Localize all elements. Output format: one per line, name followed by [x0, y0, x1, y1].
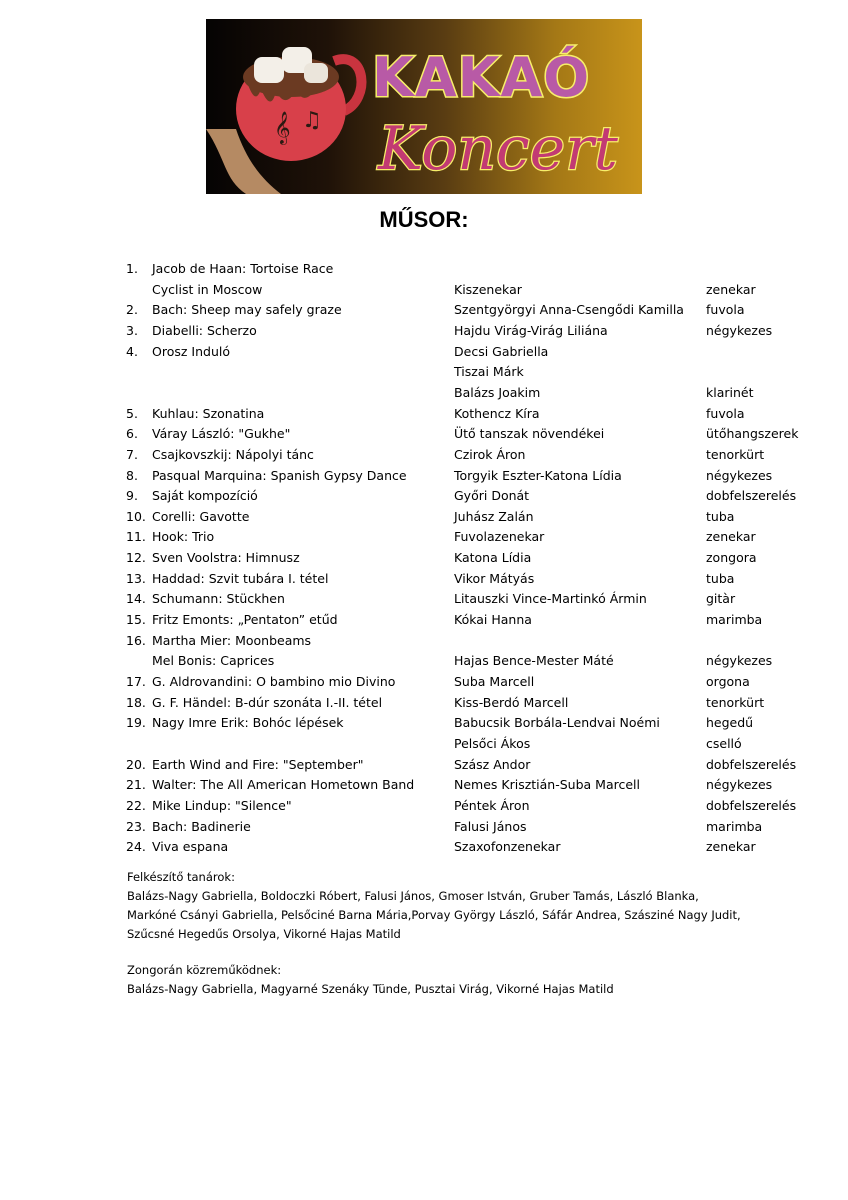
program-piece: Nagy Imre Erik: Bohóc lépések	[152, 715, 344, 731]
program-performer: Decsi Gabriella	[454, 343, 549, 359]
teachers-section	[127, 868, 741, 944]
program-number: 23.	[126, 818, 146, 834]
program-piece: Jacob de Haan: Tortoise Race	[152, 261, 334, 276]
program-piece: Váray László: "Gukhe"	[152, 426, 291, 442]
program-row	[0, 423, 848, 444]
program-number: 20.	[126, 756, 146, 772]
program-piece: Hook: Trio	[152, 529, 215, 545]
program-piece: Sven Voolstra: Himnusz	[152, 550, 300, 566]
program-piece: Martha Mier: Moonbeams	[152, 632, 312, 648]
program-row	[0, 320, 848, 341]
program-number: 19.	[126, 715, 146, 731]
program-instrument: négykezes	[706, 653, 773, 669]
program-piece: Viva espana	[152, 839, 229, 855]
program-performer: Babucsik Borbála-Lendvai Noémi	[454, 715, 660, 731]
program-instrument: fuvola	[706, 302, 745, 318]
program-instrument: zenekar	[706, 281, 756, 297]
program-piece: Mike Lindup: "Silence"	[152, 797, 292, 813]
program-row	[0, 671, 848, 692]
program-performer: Falusi János	[454, 818, 527, 834]
program-row	[0, 547, 848, 568]
program-instrument: tuba	[706, 570, 735, 586]
accompanists-label: Zongorán közreműködnek:	[127, 963, 282, 977]
program-piece: Csajkovszkij: Nápolyi tánc	[152, 446, 314, 462]
program-instrument: cselló	[706, 735, 742, 751]
program-row	[0, 485, 848, 506]
program-performer: Kiszenekar	[454, 281, 522, 297]
program-piece: Saját kompozíció	[152, 488, 258, 504]
program-piece: Bach: Badinerie	[152, 818, 251, 834]
program-number: 24.	[126, 839, 146, 855]
teachers-line: Markóné Csányi Gabriella, Pelsőciné Barna Mária,Porvay György László, Sáfár Andrea, Szásziné Nagy Judit,	[127, 908, 741, 922]
program-row	[0, 568, 848, 589]
program-piece: Cyclist in Moscow	[152, 281, 263, 297]
program-performer: Szász Andor	[454, 756, 531, 772]
program-performer: Litauszki Vince-Martinkó Ármin	[454, 591, 647, 607]
program-instrument: marimba	[706, 612, 763, 628]
teachers-line: Szűcsné Hegedűs Orsolya, Vikorné Hajas Matild	[127, 927, 401, 941]
program-instrument: négykezes	[706, 322, 773, 338]
program-row	[0, 444, 848, 465]
program-row	[0, 299, 848, 320]
program-number: 21.	[126, 777, 146, 793]
program-piece: Fritz Emonts: „Pentaton” etűd	[152, 612, 338, 628]
program-row	[0, 754, 848, 775]
program-performer: Czirok Áron	[454, 446, 526, 462]
program-instrument: orgona	[706, 674, 750, 689]
program-row	[0, 258, 848, 279]
program-piece: Walter: The All American Hometown Band	[152, 777, 415, 793]
program-number: 4.	[126, 343, 138, 359]
concert-banner	[206, 19, 642, 194]
program-number: 9.	[126, 488, 138, 504]
program-instrument: dobfelszerelés	[706, 797, 797, 813]
teachers-label: Felkészítő tanárok:	[127, 870, 235, 884]
program-number: 2.	[126, 302, 138, 318]
program-piece: Orosz Induló	[152, 343, 230, 359]
program-performer: Vikor Mátyás	[454, 570, 535, 586]
program-row	[0, 609, 848, 630]
program-heading: MŰSOR:	[379, 207, 469, 232]
program-performer: Katona Lídia	[454, 550, 532, 566]
program-performer: Szaxofonzenekar	[454, 839, 561, 855]
program-instrument: ütőhangszerek	[706, 426, 799, 442]
program-row	[0, 403, 848, 424]
program-performer: Pelsőci Ákos	[454, 735, 531, 751]
accompanists-line: Balázs-Nagy Gabriella, Magyarné Szenáky Tünde, Pusztai Virág, Vikorné Hajas Matild	[127, 982, 614, 996]
program-performer: Győri Donát	[454, 488, 530, 504]
program-number: 18.	[126, 694, 146, 710]
program-number: 10.	[126, 508, 146, 524]
program-row	[0, 506, 848, 527]
program-number: 1.	[126, 261, 138, 276]
program-instrument: dobfelszerelés	[706, 756, 797, 772]
svg-text:♫: ♫	[302, 108, 322, 133]
program-performer: Fuvolazenekar	[454, 529, 545, 545]
program-instrument: négykezes	[706, 467, 773, 483]
program-row	[0, 279, 848, 300]
program-instrument: zenekar	[706, 529, 756, 545]
banner-title: KAKAÓ	[372, 46, 591, 109]
program-performer: Torgyik Eszter-Katona Lídia	[454, 467, 622, 483]
program-performer: Kókai Hanna	[454, 612, 532, 628]
program-row	[0, 774, 848, 795]
teachers-line: Balázs-Nagy Gabriella, Boldoczki Róbert, Falusi János, Gmoser István, Gruber Tamás, László Blanka,	[127, 889, 699, 903]
program-performer: Szentgyörgyi Anna-Csengődi Kamilla	[454, 302, 684, 318]
program-piece: Haddad: Szvit tubára I. tétel	[152, 570, 329, 586]
banner-subtitle: Koncert	[378, 114, 618, 184]
program-instrument: dobfelszerelés	[706, 488, 797, 504]
program-number: 5.	[126, 405, 138, 421]
program-piece: Pasqual Marquina: Spanish Gypsy Dance	[152, 467, 407, 483]
program-row	[0, 341, 848, 362]
program-performer: Hajas Bence-Mester Máté	[454, 653, 614, 669]
program-number: 22.	[126, 797, 146, 813]
program-performer: Ütő tanszak növendékei	[454, 426, 605, 442]
program-row	[0, 816, 848, 837]
program-instrument: tenorkürt	[706, 446, 765, 462]
program-number: 8.	[126, 467, 138, 483]
program-number: 7.	[126, 446, 138, 462]
program-piece: Kuhlau: Szonatina	[152, 405, 265, 421]
program-performer: Kothencz Kíra	[454, 405, 540, 421]
program-instrument: gitàr	[706, 591, 736, 607]
program-piece: Corelli: Gavotte	[152, 508, 250, 524]
program-instrument: zenekar	[706, 839, 756, 855]
program-instrument: négykezes	[706, 777, 773, 793]
program-row	[0, 630, 848, 651]
program-performer: Péntek Áron	[454, 797, 530, 813]
program-instrument: fuvola	[706, 405, 745, 421]
program-performer: Juhász Zalán	[454, 508, 534, 524]
program-row	[0, 465, 848, 486]
program-row	[0, 836, 848, 857]
accompanists-section	[127, 961, 614, 999]
program-instrument: tenorkürt	[706, 694, 765, 710]
program-row	[0, 733, 848, 754]
program-number: 17.	[126, 674, 146, 689]
program-performer: Suba Marcell	[454, 674, 535, 689]
program-piece: Diabelli: Scherzo	[152, 322, 257, 338]
program-piece: Schumann: Stückhen	[152, 591, 285, 607]
program-piece: Mel Bonis: Caprices	[152, 653, 275, 669]
program-number: 12.	[126, 550, 146, 566]
program-number: 6.	[126, 426, 138, 442]
program-number: 3.	[126, 322, 138, 338]
program-number: 16.	[126, 632, 146, 648]
program-number: 14.	[126, 591, 146, 607]
program-piece: G. F. Händel: B-dúr szonáta I.-II. tétel	[152, 694, 383, 710]
program-row	[0, 712, 848, 733]
program-row	[0, 795, 848, 816]
program-performer: Hajdu Virág-Virág Liliána	[454, 322, 608, 338]
program-performer: Balázs Joakim	[454, 384, 541, 400]
program-row	[0, 382, 848, 403]
program-performer: Nemes Krisztián-Suba Marcell	[454, 777, 640, 793]
program-piece: Bach: Sheep may safely graze	[152, 302, 342, 318]
program-number: 15.	[126, 612, 146, 628]
program-instrument: marimba	[706, 818, 763, 834]
program-instrument: zongora	[706, 550, 757, 566]
program-performer: Tiszai Márk	[454, 364, 524, 380]
program-row	[0, 526, 848, 547]
program-instrument: hegedű	[706, 715, 754, 731]
svg-text:𝄞: 𝄞	[274, 111, 291, 144]
program-row	[0, 692, 848, 713]
program-row	[0, 588, 848, 609]
program-row	[0, 361, 848, 382]
program-number: 11.	[126, 529, 146, 545]
program-piece: Earth Wind and Fire: "September"	[152, 756, 364, 772]
program-instrument: tuba	[706, 508, 735, 524]
program-performer: Kiss-Berdó Marcell	[454, 694, 569, 710]
program-number: 13.	[126, 570, 146, 586]
program-row	[0, 650, 848, 671]
program-instrument: klarinét	[706, 384, 754, 400]
program-piece: G. Aldrovandini: O bambino mio Divino	[152, 674, 396, 689]
